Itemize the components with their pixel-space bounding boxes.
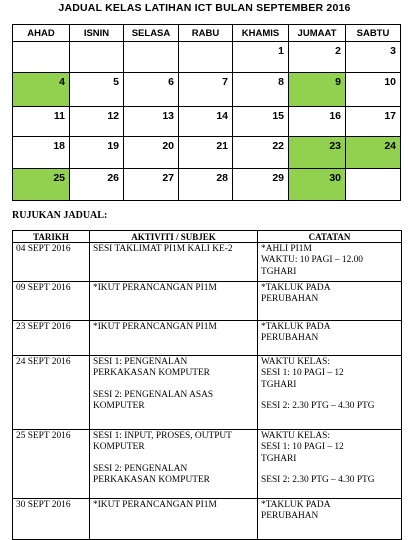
reference-row xyxy=(13,499,402,540)
line-spacer xyxy=(261,391,398,401)
reference-header-row xyxy=(13,231,402,243)
text-line: *IKUT PERANCANGAN PI1M xyxy=(93,322,217,332)
calendar-header-row xyxy=(13,25,401,42)
text-line: *TAKLUK PADA xyxy=(261,322,331,332)
calendar-day: 15 xyxy=(233,107,289,137)
line-spacer xyxy=(93,454,254,464)
day-header: RABU xyxy=(179,25,233,42)
date-cell: 30 SEPT 2016 xyxy=(13,499,90,540)
date-cell: 24 SEPT 2016 xyxy=(13,356,90,430)
calendar-day: 16 xyxy=(289,107,346,137)
reference-body xyxy=(13,243,402,540)
calendar-day: 13 xyxy=(124,107,179,137)
notes-cell xyxy=(258,430,402,499)
text-line: KOMPUTER xyxy=(93,400,145,411)
calendar-day: 2 xyxy=(289,42,346,73)
calendar-day xyxy=(70,42,124,73)
reference-title: RUJUKAN JADUAL: xyxy=(12,210,108,221)
text-line: *IKUT PERANCANGAN PI1M xyxy=(93,283,217,293)
text-line: SESI 2: PENGENALAN ASAS xyxy=(93,389,214,400)
calendar-day: 3 xyxy=(346,42,401,73)
notes-cell xyxy=(258,282,402,321)
reference-column-header: AKTIVITI / SUBJEK xyxy=(90,231,258,243)
reference-column-header: CATATAN xyxy=(258,231,402,243)
text-line: WAKTU KELAS: xyxy=(261,357,331,367)
calendar-day: 18 xyxy=(13,137,70,169)
day-header: SABTU xyxy=(346,25,401,42)
reference-row xyxy=(13,430,402,499)
text-line: *IKUT PERANCANGAN PI1M xyxy=(93,500,217,510)
notes-cell xyxy=(258,243,402,282)
calendar-day-highlighted: 23 xyxy=(289,137,346,169)
page-title: JADUAL KELAS LATIHAN ICT BULAN SEPTEMBER 2016 xyxy=(58,2,351,14)
calendar-day-highlighted: 24 xyxy=(346,137,401,169)
calendar-day: 6 xyxy=(124,73,179,107)
notes-cell xyxy=(258,499,402,540)
calendar-day: 11 xyxy=(13,107,70,137)
activity-cell xyxy=(90,356,258,430)
notes-cell xyxy=(258,321,402,356)
calendar-day xyxy=(179,42,233,73)
activity-cell xyxy=(90,282,258,321)
text-line: PERUBAHAN xyxy=(261,294,319,305)
text-line: SESI 2: 2.30 PTG – 4.30 PTG xyxy=(261,474,375,485)
text-line: SESI 2: 2.30 PTG – 4.30 PTG xyxy=(261,400,375,411)
calendar-day: 1 xyxy=(233,42,289,73)
reference-column-header: TARIKH xyxy=(13,231,90,243)
calendar-day: 17 xyxy=(346,107,401,137)
line-spacer xyxy=(93,380,254,390)
text-line: SESI 1: INPUT, PROSES, OUTPUT xyxy=(93,431,232,441)
calendar-day-highlighted: 4 xyxy=(13,73,70,107)
text-line: SESI 1: PENGENALAN xyxy=(93,357,188,367)
activity-cell xyxy=(90,499,258,540)
text-line: TGHARI xyxy=(261,453,297,464)
day-header: SELASA xyxy=(124,25,179,42)
text-line: SESI TAKLIMAT PI1M KALI KE-2 xyxy=(93,244,233,254)
calendar-week-row xyxy=(13,73,401,107)
reference-row xyxy=(13,321,402,356)
day-header: ISNIN xyxy=(70,25,124,42)
reference-row xyxy=(13,243,402,282)
text-line: WAKTU KELAS: xyxy=(261,431,331,441)
calendar-day: 29 xyxy=(233,169,289,201)
text-line: *AHLI PI1M xyxy=(261,244,312,254)
calendar-day: 10 xyxy=(346,73,401,107)
text-line: *TAKLUK PADA xyxy=(261,283,331,293)
day-header: AHAD xyxy=(13,25,70,42)
text-line: SESI 1: 10 PAGI – 12 xyxy=(261,368,344,379)
text-line: TGHARI xyxy=(261,379,297,390)
calendar-day: 21 xyxy=(179,137,233,169)
text-line: TGHARI xyxy=(261,266,297,277)
calendar-week-row xyxy=(13,107,401,137)
calendar-week-row xyxy=(13,42,401,73)
calendar-day: 27 xyxy=(124,169,179,201)
text-line: KOMPUTER xyxy=(93,442,145,453)
calendar-day-highlighted: 30 xyxy=(289,169,346,201)
calendar-day: 5 xyxy=(70,73,124,107)
text-line: SESI 2: PENGENALAN xyxy=(93,463,188,474)
line-spacer xyxy=(261,465,398,475)
reference-row xyxy=(13,282,402,321)
calendar-day-highlighted: 25 xyxy=(13,169,70,201)
text-line: PERUBAHAN xyxy=(261,511,319,522)
calendar-day: 7 xyxy=(179,73,233,107)
calendar-day: 14 xyxy=(179,107,233,137)
calendar-day-highlighted: 9 xyxy=(289,73,346,107)
calendar-day: 20 xyxy=(124,137,179,169)
text-line: PERKAKASAN KOMPUTER xyxy=(93,368,210,379)
reference-row xyxy=(13,356,402,430)
calendar-body xyxy=(13,42,401,201)
activity-cell xyxy=(90,430,258,499)
date-cell: 09 SEPT 2016 xyxy=(13,282,90,321)
day-header: JUMAAT xyxy=(289,25,346,42)
text-line: SESI 1: 10 PAGI – 12 xyxy=(261,442,344,453)
text-line: WAKTU: 10 PAGI – 12.00 xyxy=(261,255,363,266)
calendar-day: 8 xyxy=(233,73,289,107)
calendar-day: 26 xyxy=(70,169,124,201)
calendar-table xyxy=(12,24,401,201)
text-line: *TAKLUK PADA xyxy=(261,500,331,510)
activity-cell xyxy=(90,321,258,356)
calendar-day: 22 xyxy=(233,137,289,169)
calendar-day: 19 xyxy=(70,137,124,169)
calendar-week-row xyxy=(13,169,401,201)
calendar-day xyxy=(13,42,70,73)
reference-table xyxy=(12,230,402,540)
date-cell: 25 SEPT 2016 xyxy=(13,430,90,499)
calendar-day xyxy=(124,42,179,73)
calendar-day xyxy=(346,169,401,201)
date-cell: 23 SEPT 2016 xyxy=(13,321,90,356)
calendar-week-row xyxy=(13,137,401,169)
text-line: PERKAKASAN KOMPUTER xyxy=(93,474,210,485)
activity-cell xyxy=(90,243,258,282)
text-line: PERUBAHAN xyxy=(261,333,319,344)
date-cell: 04 SEPT 2016 xyxy=(13,243,90,282)
notes-cell xyxy=(258,356,402,430)
calendar-day: 12 xyxy=(70,107,124,137)
day-header: KHAMIS xyxy=(233,25,289,42)
calendar-day: 28 xyxy=(179,169,233,201)
